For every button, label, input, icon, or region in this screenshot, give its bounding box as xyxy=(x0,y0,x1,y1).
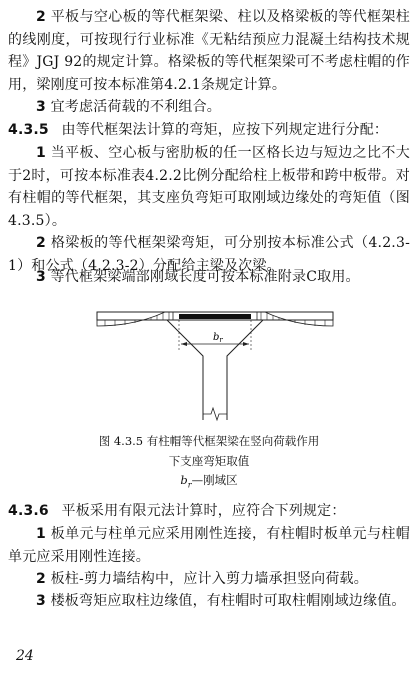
clause-4-3-5-item-1 xyxy=(8,142,410,232)
figure-caption-note xyxy=(0,471,418,494)
item-text: 当平板、空心板与密肋板的任一区格长边与短边之比不大于2时，可按本标准表4.2.2比例分配给柱上板带和跨中板带。对有柱帽的等代框架，其支座负弯矩可取刚域边缘处的弯矩值（图4.3.5）。 xyxy=(8,145,410,229)
clause-title: 平板采用有限元法计算时，应符合下列规定： xyxy=(61,503,346,519)
figure-caption-line-2: 下支座弯矩取值 xyxy=(168,454,250,468)
dimension-label: $b_r$ xyxy=(213,332,223,344)
item-text: 宜考虑活荷载的不利组合。 xyxy=(50,99,222,115)
clause-4-3-6-heading xyxy=(8,500,410,523)
note-variable-sub: r xyxy=(187,480,192,490)
clause-4-3-6-item-3 xyxy=(8,590,410,613)
figure-caption-line-1: 图 4.3.5 有柱帽等代框架梁在竖向荷载作用 xyxy=(98,434,320,448)
item-number: 2 xyxy=(36,571,46,587)
clause-4-3-6-item-1 xyxy=(8,523,410,568)
rigid-zone-bar xyxy=(179,314,251,319)
note-variable: b xyxy=(180,473,188,487)
clause-number: 4.3.5 xyxy=(8,122,49,138)
clause-4-3-6-item-2 xyxy=(8,568,410,591)
left-moment-curve xyxy=(97,312,173,326)
item-text: 平板与空心板的等代框架梁、柱以及格梁板的等代框架柱的线刚度，可按现行行业标准《无粘结预应力混凝土结构技术规程》JGJ 92的规定计算。格梁板的等代框架梁可不考虑柱帽的作用，梁刚度可按本标准第4.2.1条规定计算。 xyxy=(8,9,410,93)
paragraph-item-2 xyxy=(8,6,410,96)
item-number: 3 xyxy=(36,593,46,609)
item-number: 3 xyxy=(36,269,46,285)
item-text: 板单元与柱单元应采用刚性连接，有柱帽时板单元与柱帽单元应采用刚性连接。 xyxy=(8,526,410,565)
item-text: 格梁板的等代框架梁弯矩，可分别按本标准公式（4.2.3-1）和公式（4.2.3-2）分配给主梁及次梁。 xyxy=(8,235,410,274)
clause-4-3-5-item-3 xyxy=(8,266,410,289)
item-text: 楼板弯矩应取柱边缘值，有柱帽时可取柱帽刚域边缘值。 xyxy=(50,593,406,609)
break-line xyxy=(203,408,227,420)
note-text: —刚域区 xyxy=(191,473,238,487)
clause-number: 4.3.6 xyxy=(8,503,49,519)
figure-column-capital-diagram xyxy=(95,292,335,424)
clause-4-3-5-heading xyxy=(8,119,410,142)
item-number: 1 xyxy=(36,526,46,542)
clause-title: 由等代框架法计算的弯矩，应按下列规定进行分配： xyxy=(61,122,389,138)
page-number: 24 xyxy=(16,648,34,664)
right-moment-curve xyxy=(257,312,333,326)
item-number: 1 xyxy=(36,145,46,161)
item-number: 2 xyxy=(36,235,46,251)
item-number: 2 xyxy=(36,9,46,25)
item-text: 板柱-剪力墙结构中，应计入剪力墙承担竖向荷载。 xyxy=(50,571,368,587)
item-text: 等代框架梁端部刚域长度可按本标准附录C取用。 xyxy=(50,269,360,285)
item-number: 3 xyxy=(36,99,46,115)
paragraph-item-3 xyxy=(8,96,410,119)
